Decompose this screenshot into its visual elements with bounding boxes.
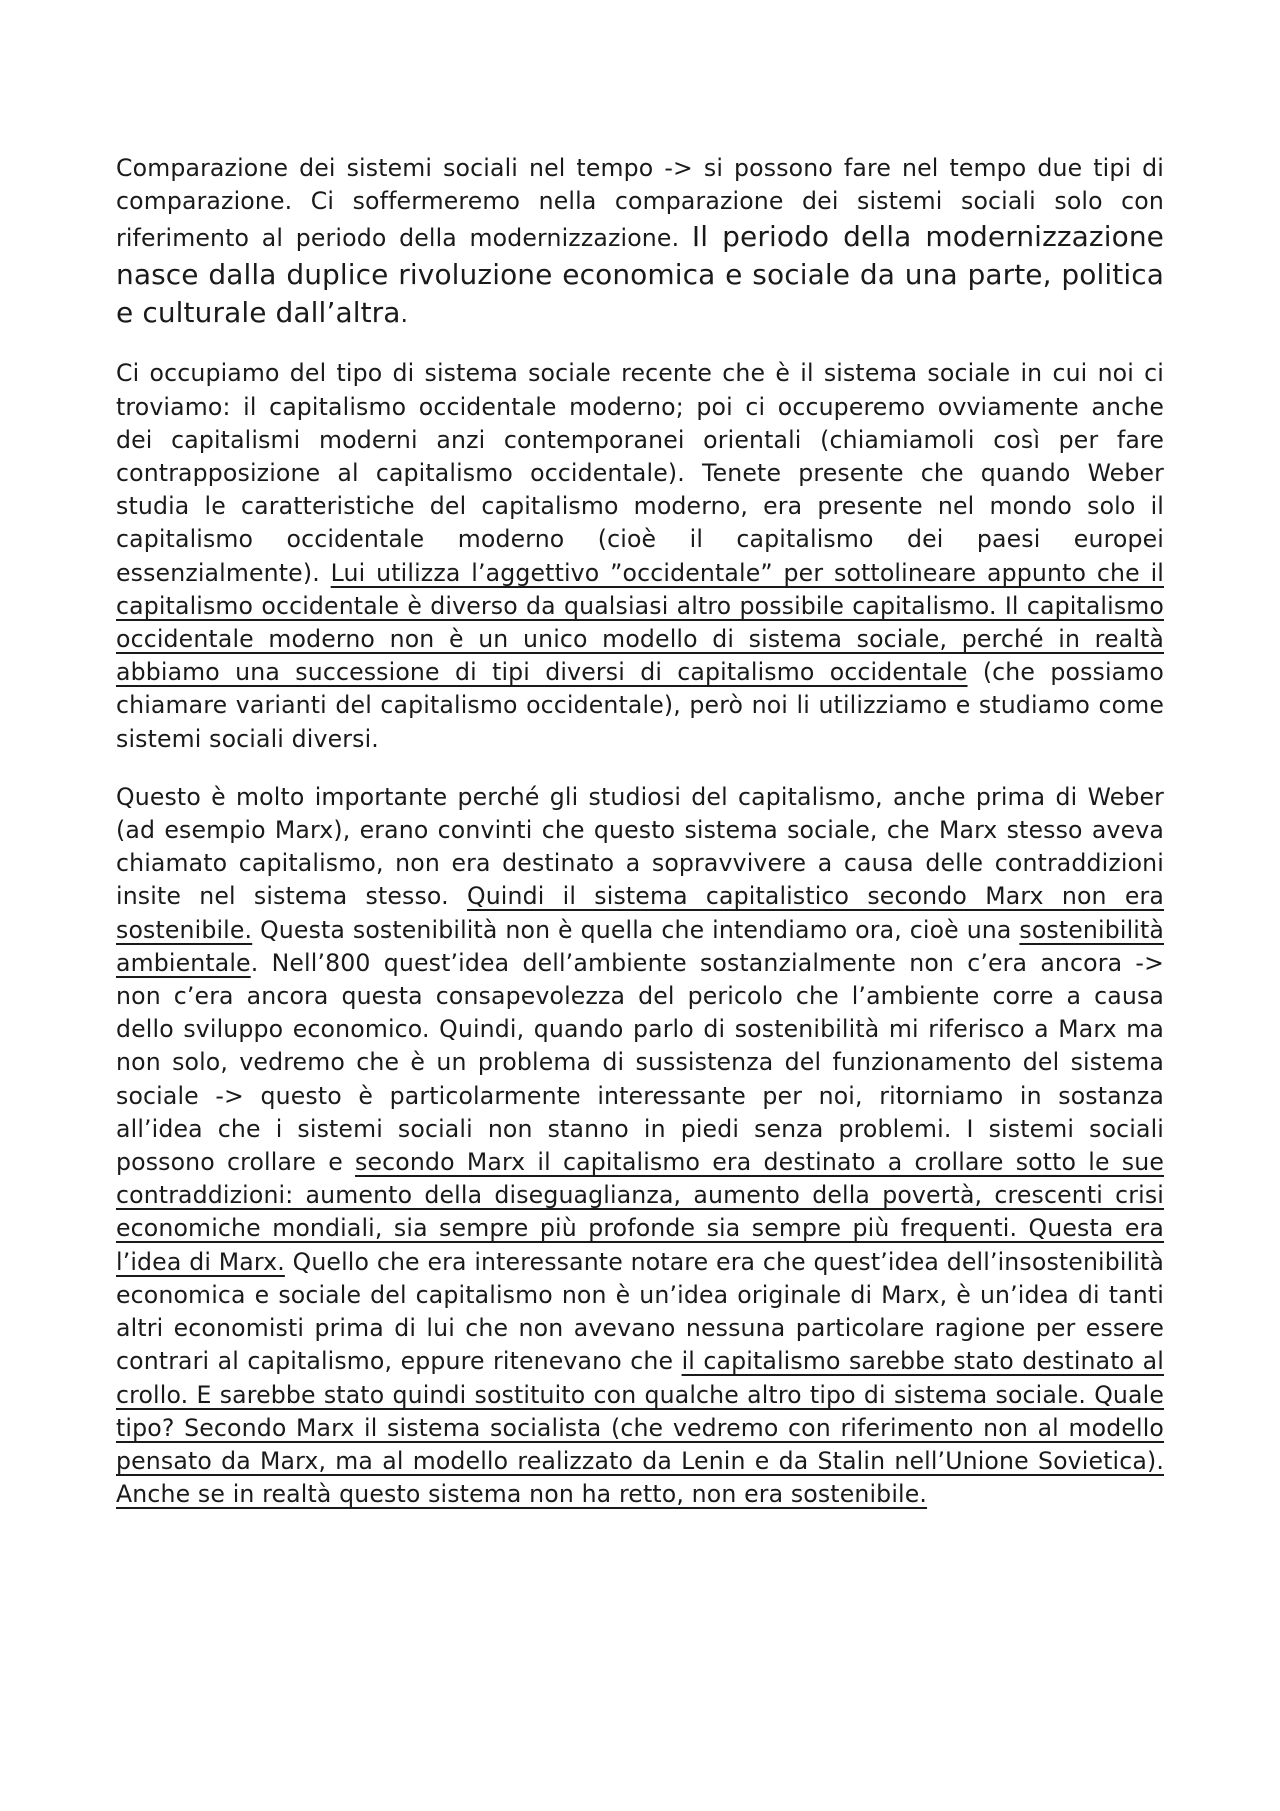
bold-large-statement: Il periodo della modernizzazione nasce dalla duplice rivoluzione economica e sociale da una parte, politica e culturale dall’altra	[116, 220, 1164, 330]
text-segment: .	[400, 300, 409, 329]
paragraph-western-capitalism	[116, 357, 1164, 755]
underlined-text: il capitalismo sarebbe stato destinato al crollo. E sarebbe stato quindi sostituito con qualche altro tipo di sistema sociale. Quale tipo? Secondo Marx il sistema socialista (che vedremo con riferimento non al modello pensato da Marx, ma al modello realizzato da Lenin e da Stalin nell’Unione Sovietica). Anche se in realtà questo sistema non ha retto, non era sostenibile.	[116, 1347, 1164, 1509]
underlined-text: sostenibilità ambientale	[116, 915, 1164, 977]
document-page	[116, 152, 1164, 1511]
text-segment: Quello che era interessante notare era che quest’idea dell’insostenibilità economica e sociale del capitalismo non è un’idea originale di Marx, è un’idea di tanti altri economisti prima di lui che non avevano nessuna particolare ragione per essere contrari al capitalismo, eppure ritenevano che	[116, 1247, 1165, 1376]
text-segment: Comparazione dei sistemi sociali nel tempo -> si possono fare nel tempo due tipi di comparazione. Ci soffermeremo nella comparazione dei sistemi sociali solo con riferimento al periodo della modernizzazione.	[116, 154, 1164, 253]
text-segment: (che possiamo chiamare varianti del capitalismo occidentale), però noi li utilizziamo e studiamo come sistemi sociali diversi.	[116, 658, 1164, 753]
text-segment: . Nell’800 quest’idea dell’ambiente sostanzialmente non c’era ancora -> non c’era ancora questa consapevolezza del pericolo che l’ambiente corre a causa dello sviluppo economico. Quindi, quando parlo di sostenibilità mi riferisco a Marx ma non solo, vedremo che è un problema di sussistenza del funzionamento del sistema sociale -> questo è particolarmente interessante per noi, ritorniamo in sostanza all’idea che i sistemi sociali non stanno in piedi senza problemi. I sistemi sociali possono crollare e	[116, 948, 1164, 1177]
underlined-text: Quindi il sistema capitalistico secondo Marx non era sostenibile.	[116, 882, 1164, 944]
underlined-text: Lui utilizza l’aggettivo ”occidentale” per sottolineare appunto che il capitalismo occidentale è diverso da qualsiasi altro possibile capitalismo. Il capitalismo occidentale moderno non è un unico modello di sistema sociale, perché in realtà abbiamo una successione di tipi diversi di capitalismo occidentale	[116, 558, 1164, 687]
text-segment: Ci occupiamo del tipo di sistema sociale recente che è il sistema sociale in cui noi ci troviamo: il capitalismo occidentale moderno; poi ci occuperemo ovviamente anche dei capitalismi moderni anzi contemporanei orientali (chiamiamoli così per fare contrapposizione al capitalismo occidentale). Tenete presente che quando Weber studia le caratteristiche del capitalismo moderno, era presente nel mondo solo il capitalismo occidentale moderno (cioè il capitalismo dei paesi europei essenzialmente).	[116, 359, 1164, 587]
text-segment: Questa sostenibilità non è quella che intendiamo ora, cioè una	[252, 915, 1020, 944]
paragraph-marx-sustainability	[116, 781, 1164, 1511]
text-segment: Questo è molto importante perché gli studiosi del capitalismo, anche prima di Weber (ad esempio Marx), erano convinti che questo sistema sociale, che Marx stesso aveva chiamato capitalismo, non era destinato a sopravvivere a causa delle contraddizioni insite nel sistema stesso.	[116, 782, 1164, 911]
paragraph-modernization	[116, 152, 1164, 332]
underlined-text: secondo Marx il capitalismo era destinato a crollare sotto le sue contraddizioni: aumento della diseguaglianza, aumento della povertà, crescenti crisi economiche mondiali, sia sempre più profonde sia sempre più frequenti. Questa era l’idea di Marx.	[116, 1148, 1164, 1276]
